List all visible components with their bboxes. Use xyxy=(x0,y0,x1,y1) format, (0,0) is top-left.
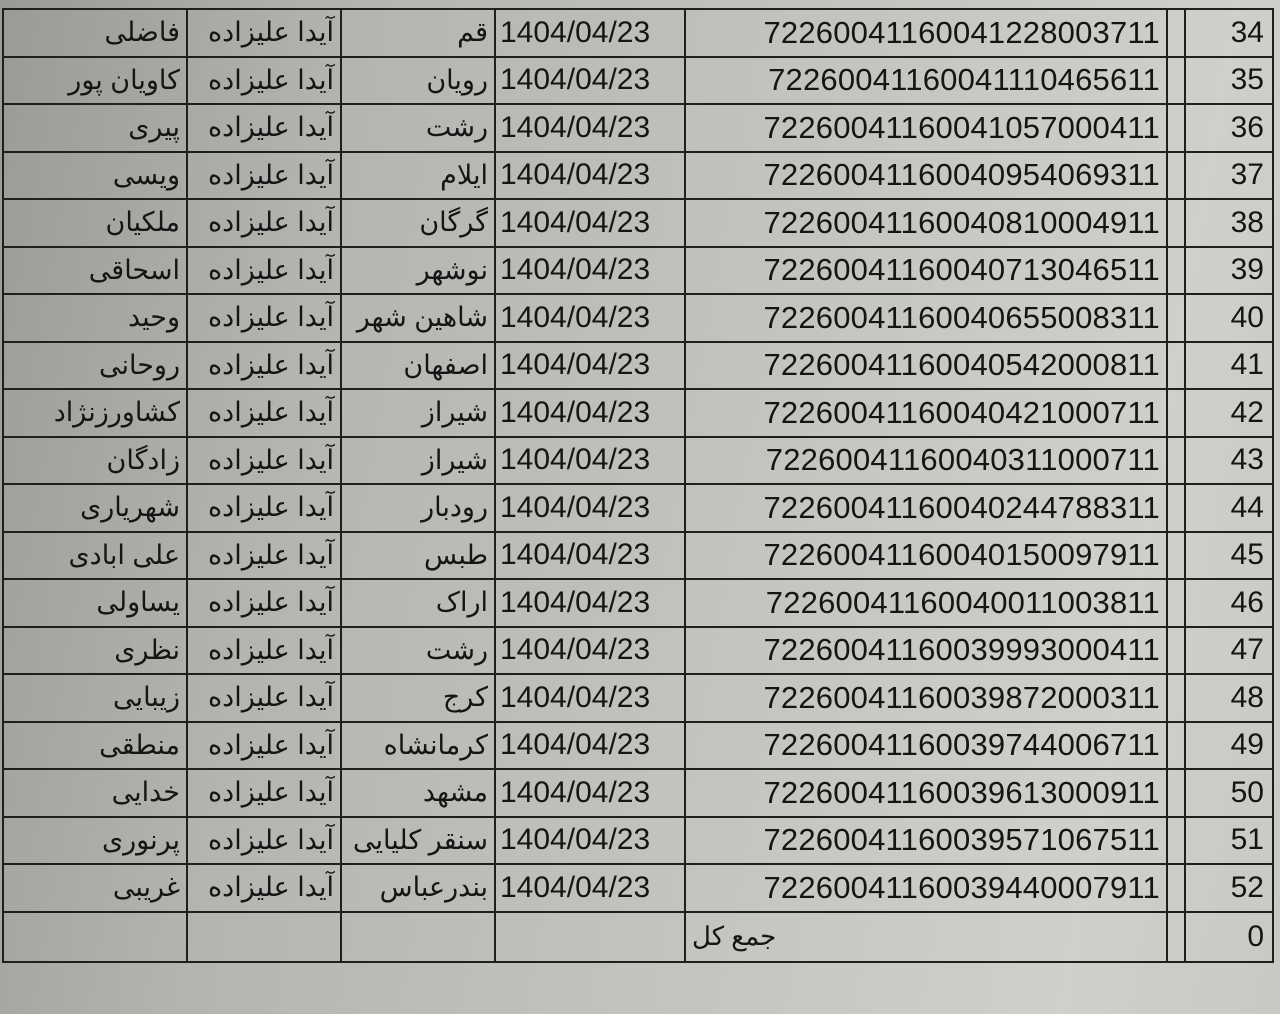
cell-code: 72260041160040150097911 xyxy=(685,532,1167,580)
cell-city: کرمانشاه xyxy=(341,722,495,770)
cell-row-number: 51 xyxy=(1185,817,1273,865)
table-row xyxy=(3,437,1273,485)
cell-last-name: علی ابادی xyxy=(3,532,187,580)
cell-row-number: 41 xyxy=(1185,342,1273,390)
table-row xyxy=(3,579,1273,627)
cell-last-name: زیبایی xyxy=(3,674,187,722)
cell-first-name: آیدا علیزاده xyxy=(187,674,341,722)
cell-date: 1404/04/23 xyxy=(495,437,685,485)
cell-city: بندرعباس xyxy=(341,864,495,912)
total-cell-city xyxy=(341,912,495,962)
cell-blank xyxy=(1167,199,1185,247)
cell-last-name: پرنوری xyxy=(3,817,187,865)
cell-blank xyxy=(1167,9,1185,57)
table-row xyxy=(3,674,1273,722)
cell-date: 1404/04/23 xyxy=(495,627,685,675)
cell-row-number: 38 xyxy=(1185,199,1273,247)
cell-row-number: 35 xyxy=(1185,57,1273,105)
table-row xyxy=(3,57,1273,105)
cell-last-name: فاضلی xyxy=(3,9,187,57)
cell-row-number: 44 xyxy=(1185,484,1273,532)
table-row xyxy=(3,817,1273,865)
cell-date: 1404/04/23 xyxy=(495,864,685,912)
cell-last-name: شهریاری xyxy=(3,484,187,532)
total-cell-first xyxy=(187,912,341,962)
cell-last-name: کشاورزنژاد xyxy=(3,389,187,437)
table-row xyxy=(3,342,1273,390)
cell-row-number: 48 xyxy=(1185,674,1273,722)
cell-code: 72260041160039440007911 xyxy=(685,864,1167,912)
cell-city: شاهین شهر xyxy=(341,294,495,342)
cell-code: 72260041160039744006711 xyxy=(685,722,1167,770)
cell-date: 1404/04/23 xyxy=(495,389,685,437)
cell-blank xyxy=(1167,627,1185,675)
cell-code: 72260041160040011003811 xyxy=(685,579,1167,627)
cell-code: 72260041160040244788311 xyxy=(685,484,1167,532)
cell-last-name: پیری xyxy=(3,104,187,152)
cell-blank xyxy=(1167,389,1185,437)
cell-city: رویان xyxy=(341,57,495,105)
cell-code: 72260041160040542000811 xyxy=(685,342,1167,390)
cell-code: 72260041160039872000311 xyxy=(685,674,1167,722)
cell-row-number: 36 xyxy=(1185,104,1273,152)
table-body xyxy=(3,9,1273,962)
cell-blank xyxy=(1167,864,1185,912)
cell-first-name: آیدا علیزاده xyxy=(187,722,341,770)
table-row xyxy=(3,247,1273,295)
cell-city: رشت xyxy=(341,104,495,152)
cell-code: 72260041160039613000911 xyxy=(685,769,1167,817)
cell-code: 72260041160039571067511 xyxy=(685,817,1167,865)
table-row xyxy=(3,769,1273,817)
cell-row-number: 42 xyxy=(1185,389,1273,437)
cell-first-name: آیدا علیزاده xyxy=(187,817,341,865)
cell-date: 1404/04/23 xyxy=(495,484,685,532)
cell-blank xyxy=(1167,437,1185,485)
table-row xyxy=(3,532,1273,580)
table-row xyxy=(3,864,1273,912)
cell-date: 1404/04/23 xyxy=(495,152,685,200)
cell-row-number: 40 xyxy=(1185,294,1273,342)
table-row xyxy=(3,484,1273,532)
cell-code: 72260041160040810004911 xyxy=(685,199,1167,247)
cell-blank xyxy=(1167,484,1185,532)
table-row xyxy=(3,389,1273,437)
cell-code: 72260041160041228003711 xyxy=(685,9,1167,57)
cell-city: نوشهر xyxy=(341,247,495,295)
cell-last-name: ملکیان xyxy=(3,199,187,247)
cell-date: 1404/04/23 xyxy=(495,199,685,247)
table-row xyxy=(3,627,1273,675)
cell-code: 72260041160041110465611 xyxy=(685,57,1167,105)
cell-blank xyxy=(1167,104,1185,152)
cell-row-number: 34 xyxy=(1185,9,1273,57)
cell-city: ایلام xyxy=(341,152,495,200)
cell-first-name: آیدا علیزاده xyxy=(187,389,341,437)
cell-city: شیراز xyxy=(341,437,495,485)
total-cell-blank xyxy=(1167,912,1185,962)
table-row xyxy=(3,294,1273,342)
cell-first-name: آیدا علیزاده xyxy=(187,864,341,912)
cell-blank xyxy=(1167,152,1185,200)
cell-first-name: آیدا علیزاده xyxy=(187,769,341,817)
cell-date: 1404/04/23 xyxy=(495,674,685,722)
cell-blank xyxy=(1167,722,1185,770)
cell-last-name: خدایی xyxy=(3,769,187,817)
cell-city: رشت xyxy=(341,627,495,675)
table-row xyxy=(3,199,1273,247)
cell-blank xyxy=(1167,294,1185,342)
cell-city: شیراز xyxy=(341,389,495,437)
cell-date: 1404/04/23 xyxy=(495,247,685,295)
cell-last-name: وحید xyxy=(3,294,187,342)
cell-row-number: 37 xyxy=(1185,152,1273,200)
cell-code: 72260041160039993000411 xyxy=(685,627,1167,675)
cell-date: 1404/04/23 xyxy=(495,532,685,580)
cell-first-name: آیدا علیزاده xyxy=(187,9,341,57)
cell-first-name: آیدا علیزاده xyxy=(187,484,341,532)
cell-city: قم xyxy=(341,9,495,57)
cell-first-name: آیدا علیزاده xyxy=(187,532,341,580)
cell-row-number: 52 xyxy=(1185,864,1273,912)
cell-first-name: آیدا علیزاده xyxy=(187,579,341,627)
cell-city: اصفهان xyxy=(341,342,495,390)
records-table xyxy=(2,8,1274,963)
table-row xyxy=(3,104,1273,152)
cell-first-name: آیدا علیزاده xyxy=(187,57,341,105)
cell-row-number: 43 xyxy=(1185,437,1273,485)
cell-code: 72260041160040421000711 xyxy=(685,389,1167,437)
cell-blank xyxy=(1167,342,1185,390)
cell-date: 1404/04/23 xyxy=(495,104,685,152)
cell-last-name: اسحاقی xyxy=(3,247,187,295)
cell-blank xyxy=(1167,817,1185,865)
cell-city: مشهد xyxy=(341,769,495,817)
total-cell-date xyxy=(495,912,685,962)
cell-last-name: غریبی xyxy=(3,864,187,912)
total-number: 0 xyxy=(1185,912,1273,962)
cell-city: اراک xyxy=(341,579,495,627)
total-cell-last xyxy=(3,912,187,962)
cell-row-number: 46 xyxy=(1185,579,1273,627)
cell-city: رودبار xyxy=(341,484,495,532)
cell-first-name: آیدا علیزاده xyxy=(187,104,341,152)
cell-city: گرگان xyxy=(341,199,495,247)
cell-code: 72260041160040713046511 xyxy=(685,247,1167,295)
cell-first-name: آیدا علیزاده xyxy=(187,199,341,247)
cell-date: 1404/04/23 xyxy=(495,579,685,627)
cell-code: 72260041160041057000411 xyxy=(685,104,1167,152)
cell-last-name: ویسی xyxy=(3,152,187,200)
total-label: جمع کل xyxy=(685,912,1167,962)
cell-last-name: نظری xyxy=(3,627,187,675)
cell-row-number: 47 xyxy=(1185,627,1273,675)
cell-code: 72260041160040311000711 xyxy=(685,437,1167,485)
cell-first-name: آیدا علیزاده xyxy=(187,437,341,485)
cell-first-name: آیدا علیزاده xyxy=(187,294,341,342)
cell-first-name: آیدا علیزاده xyxy=(187,247,341,295)
cell-city: سنقر کلیایی xyxy=(341,817,495,865)
cell-date: 1404/04/23 xyxy=(495,769,685,817)
cell-date: 1404/04/23 xyxy=(495,817,685,865)
table-row xyxy=(3,722,1273,770)
cell-code: 72260041160040954069311 xyxy=(685,152,1167,200)
cell-city: کرج xyxy=(341,674,495,722)
cell-blank xyxy=(1167,769,1185,817)
cell-blank xyxy=(1167,532,1185,580)
cell-date: 1404/04/23 xyxy=(495,57,685,105)
cell-last-name: روحانی xyxy=(3,342,187,390)
cell-row-number: 39 xyxy=(1185,247,1273,295)
table-row xyxy=(3,9,1273,57)
cell-row-number: 45 xyxy=(1185,532,1273,580)
cell-blank xyxy=(1167,247,1185,295)
cell-first-name: آیدا علیزاده xyxy=(187,342,341,390)
total-row xyxy=(3,912,1273,962)
cell-row-number: 49 xyxy=(1185,722,1273,770)
cell-last-name: یساولی xyxy=(3,579,187,627)
cell-date: 1404/04/23 xyxy=(495,294,685,342)
cell-date: 1404/04/23 xyxy=(495,9,685,57)
cell-last-name: زادگان xyxy=(3,437,187,485)
cell-date: 1404/04/23 xyxy=(495,722,685,770)
cell-city: طبس xyxy=(341,532,495,580)
cell-first-name: آیدا علیزاده xyxy=(187,152,341,200)
cell-blank xyxy=(1167,579,1185,627)
cell-blank xyxy=(1167,57,1185,105)
cell-date: 1404/04/23 xyxy=(495,342,685,390)
cell-code: 72260041160040655008311 xyxy=(685,294,1167,342)
cell-blank xyxy=(1167,674,1185,722)
cell-row-number: 50 xyxy=(1185,769,1273,817)
table-row xyxy=(3,152,1273,200)
cell-last-name: منطقی xyxy=(3,722,187,770)
cell-last-name: کاویان پور xyxy=(3,57,187,105)
cell-first-name: آیدا علیزاده xyxy=(187,627,341,675)
